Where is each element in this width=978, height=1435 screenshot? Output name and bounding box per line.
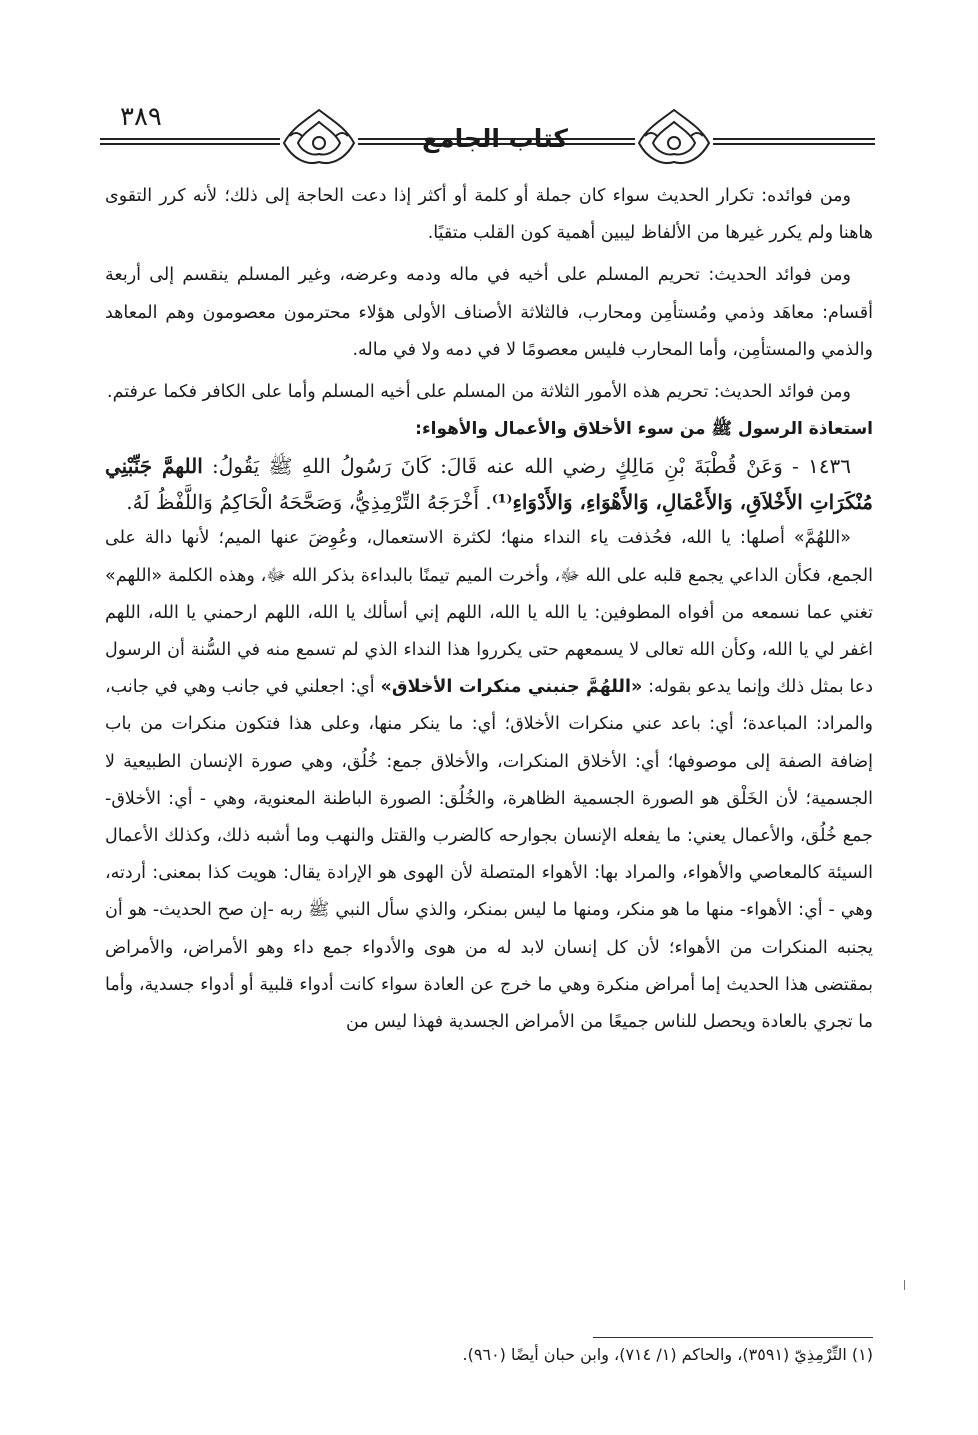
commentary-intro: «اللهُمَّ» أصلها: يا الله، فحُذفت ياء النداء منها؛ لكثرة الاستعمال، وعُوِضَ عنها الميم؛ لأنها دالة على الجمع، فكأن الداعي يجمع قلبه على الله ﷻ، وأخرت الميم تيمنًا بالبداءة بذكر الله ﷻ، وهذه الكلمة «اللهم» تغني عما نسمعه من أفواه المطوفين: يا الله يا الله، اللهم إني أسألك يا الله، اللهم ارحمني يا الله، اللهم اغفر لي يا الله، وكأن الله تعالى لا يسمعهم حتى يكرروا هذا النداء الذي لم تسمع منه في السُّنة أن الرسول دعا بمثل ذلك وإنما يدعو بقوله: bbox=[105, 528, 874, 698]
footnote-rule bbox=[593, 1337, 873, 1338]
left-ornament-icon bbox=[280, 106, 358, 166]
paragraph-benefits-2: ومن فوائد الحديث: تحريم المسلم على أخيه في ماله ودمه وعرضه، وغير المسلم ينقسم إلى أربعة أقسام: معاهَد وذمي ومُستأمِن ومحارب، فالثلاثة الأصناف الأولى هؤلاء محترمون معصومون وهم المعاهد والذمي والمستأمِن، وأما المحارب فليس معصومًا لا في دمه ولا في ماله. bbox=[105, 265, 873, 360]
hadith-supplication: اللهمَّ جَنِّبْنِي مُنْكَرَاتِ الأَخْلاَقِ، وَالأَعْمَالِ، وَالأَهْوَاءِ، وَالأَدْوَاءِ⁽¹⁾ bbox=[105, 454, 873, 515]
hadith-text bbox=[105, 448, 873, 520]
section-heading: استعاذة الرسول ﷺ من سوء الأخلاق والأعمال والأهواء: bbox=[415, 419, 873, 440]
footnote: (١) التِّرْمِذِيّ (٣٥٩١)، والحاكم (١/ ٧١٤)، وابن حبان أيضًا (٩٦٠). bbox=[462, 1345, 873, 1364]
paragraph-benefits-3: ومن فوائد الحديث: تحريم هذه الأمور الثلاثة من المسلم على أخيه المسلم وأما على الكافر فكما عرفتم. bbox=[107, 382, 851, 403]
commentary-rest: أي: اجعلني في جانب وهي في جانب، والمراد: المباعدة؛ أي: باعد عني منكرات الأخلاق؛ أي: ما ينكر منها، وعلى هذا فتكون منكرات من باب إضافة الصفة إلى موصوفها؛ أي: الأخلاق المنكرات، والأخلاق جمع: خُلُق، وهي صورة الإنسان الطبيعية لا الجسمية؛ لأن الخَلْق هو الصورة الجسمية الظاهرة، والخُلُق: الصورة الباطنة المعنوية، وهي - أي: الأخلاق- جمع خُلُق، والأعمال يعني: ما يفعله الإنسان بجوارحه كالضرب والقتل والنهب وما أشبه ذلك، وكذلك الأعمال السيئة كالمعاصي والأهواء، والمراد بها: الأهواء المتصلة لأن الهوى هو الإرادة يقال: هويت كذا بمعنى: أردته، وهي - أي: الأهواء- منها ما هو منكر، ومنها ما ليس بمنكر، والذي سأل النبي ﷺ ربه -إن صح الحديث- هو أن يجنبه المنكرات من الأهواء؛ لأن كل إنسان لابد له من هوى والأدواء جمع داء وهو الأمراض، والأمراض بمقتضى هذا الحديث إما أمراض منكرة وهي ما خرج عن العادة سواء كانت أدواء قلبية أو أدواء جسدية، وأما ما تجري بالعادة ويحصل للناس جميعًا من الأمراض الجسدية فهذا ليس من bbox=[105, 677, 873, 1033]
margin-mark bbox=[904, 1280, 905, 1290]
commentary-paragraph bbox=[105, 520, 873, 1041]
page-number: ٣٨٩ bbox=[120, 102, 162, 132]
main-text bbox=[105, 178, 873, 1041]
hadith-narration: ١٤٣٦ - وَعَنْ قُطْبَةَ بْنِ مَالِكٍ رضي الله عنه قَالَ: كَانَ رَسُولُ اللهِ ﷺ يَقُولُ: bbox=[202, 454, 851, 479]
paragraph-benefits-1: ومن فوائده: تكرار الحديث سواء كان جملة أو كلمة أو أكثر إذا دعت الحاجة إلى ذلك؛ لأنه كرر التقوى هاهنا ولم يكرر غيرها من الألفاظ ليبين أهمية كون القلب متقيًا. bbox=[105, 186, 873, 244]
commentary-quote: «اللهُمَّ جنبني منكرات الأخلاق» bbox=[380, 677, 643, 698]
page-header bbox=[100, 100, 875, 170]
chapter-title: كتاب الجامع bbox=[422, 124, 568, 153]
hadith-source: . أَخْرَجَهُ التِّرْمِذِيُّ، وَصَحَّحَهُ الْحَاكِمُ وَاللَّفْظُ لَهُ. bbox=[126, 490, 492, 515]
right-ornament-icon bbox=[635, 106, 713, 166]
